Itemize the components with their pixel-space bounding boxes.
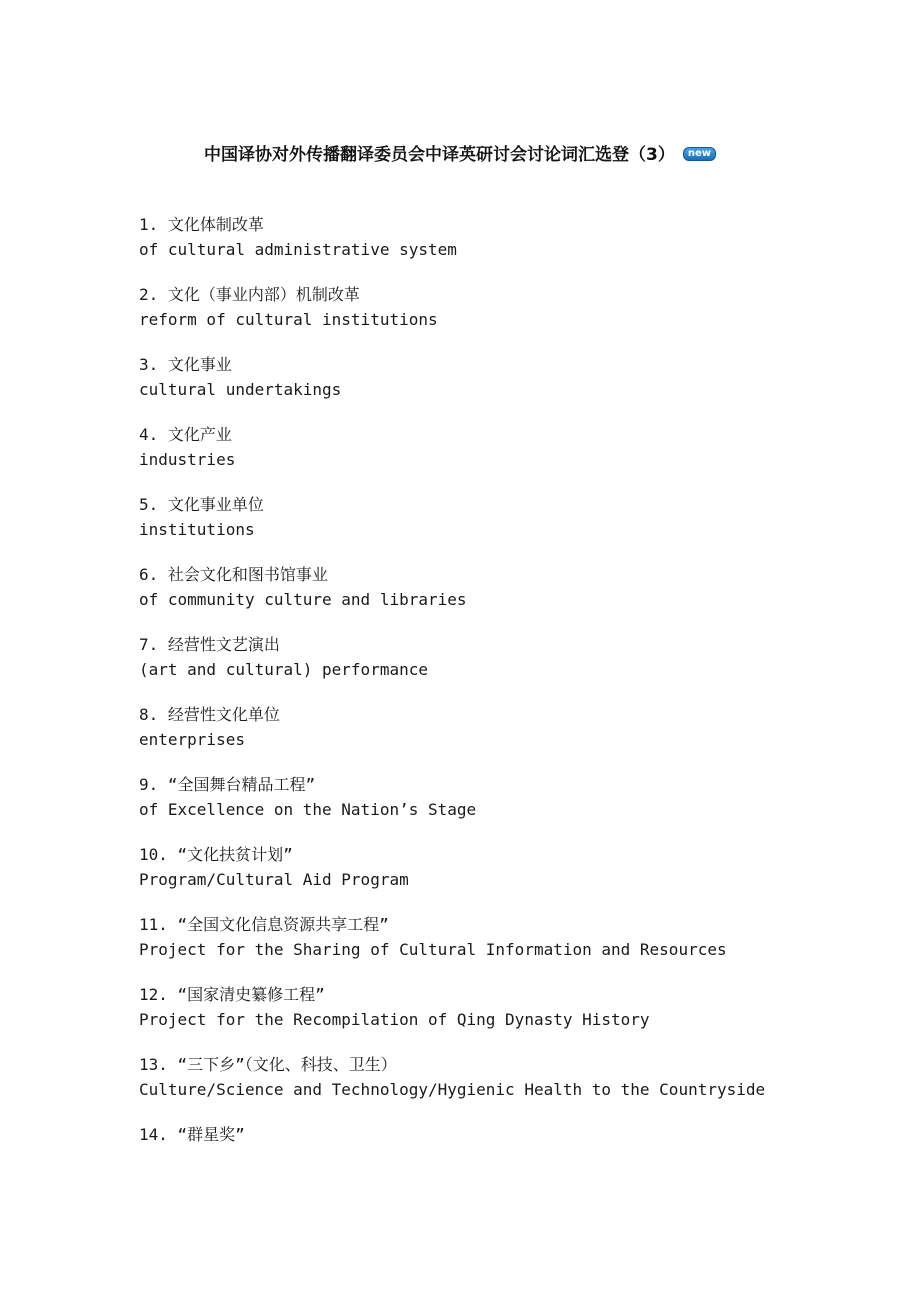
glossary-entry	[139, 1052, 879, 1122]
entry-english: Culture/Science and Technology/Hygienic Health to the Countryside	[139, 1080, 766, 1099]
entry-chinese: 8. 经营性文化单位	[139, 705, 280, 724]
glossary-entry	[139, 352, 879, 422]
entry-chinese: 10. “文化扶贫计划”	[139, 845, 293, 864]
glossary-entry	[139, 702, 879, 772]
entry-chinese: 14. “群星奖”	[139, 1125, 245, 1144]
entry-chinese: 5. 文化事业单位	[139, 495, 264, 514]
entry-chinese: 4. 文化产业	[139, 425, 232, 444]
entry-english: of cultural administrative system	[139, 240, 457, 259]
entry-english: of community culture and libraries	[139, 590, 467, 609]
glossary-entry	[139, 282, 879, 352]
page-title-text: 中国译协对外传播翻译委员会中译英研讨会讨论词汇选登（3）	[204, 145, 675, 165]
glossary-entry	[139, 912, 879, 982]
entry-chinese: 12. “国家清史纂修工程”	[139, 985, 325, 1004]
glossary-entry	[139, 632, 879, 702]
entry-english: of Excellence on the Nation’s Stage	[139, 800, 477, 819]
entry-chinese: 13. “三下乡”（文化、科技、卫生）	[139, 1055, 397, 1074]
glossary-entry	[139, 772, 879, 842]
entry-chinese: 1. 文化体制改革	[139, 215, 264, 234]
entry-english: institutions	[139, 520, 255, 539]
entry-english: Project for the Recompilation of Qing Dynasty History	[139, 1010, 650, 1029]
entry-english: (art and cultural) performance	[139, 660, 428, 679]
page-title	[0, 144, 920, 166]
glossary-entry	[139, 422, 879, 492]
glossary-entry	[139, 562, 879, 632]
entry-english: Project for the Sharing of Cultural Information and Resources	[139, 940, 727, 959]
glossary-list	[139, 212, 879, 1192]
new-badge: new	[683, 147, 716, 161]
entry-chinese: 3. 文化事业	[139, 355, 232, 374]
entry-chinese: 9. “全国舞台精品工程”	[139, 775, 316, 794]
entry-chinese: 6. 社会文化和图书馆事业	[139, 565, 328, 584]
entry-chinese: 11. “全国文化信息资源共享工程”	[139, 915, 389, 934]
entry-english: Program/Cultural Aid Program	[139, 870, 409, 889]
glossary-entry	[139, 492, 879, 562]
glossary-entry	[139, 212, 879, 282]
glossary-entry	[139, 982, 879, 1052]
entry-chinese: 2. 文化（事业内部）机制改革	[139, 285, 360, 304]
glossary-entry	[139, 1122, 879, 1192]
glossary-entry	[139, 842, 879, 912]
entry-english: industries	[139, 450, 236, 469]
entry-chinese: 7. 经营性文艺演出	[139, 635, 280, 654]
entry-english: reform of cultural institutions	[139, 310, 438, 329]
entry-english: enterprises	[139, 730, 245, 749]
entry-english: cultural undertakings	[139, 380, 342, 399]
